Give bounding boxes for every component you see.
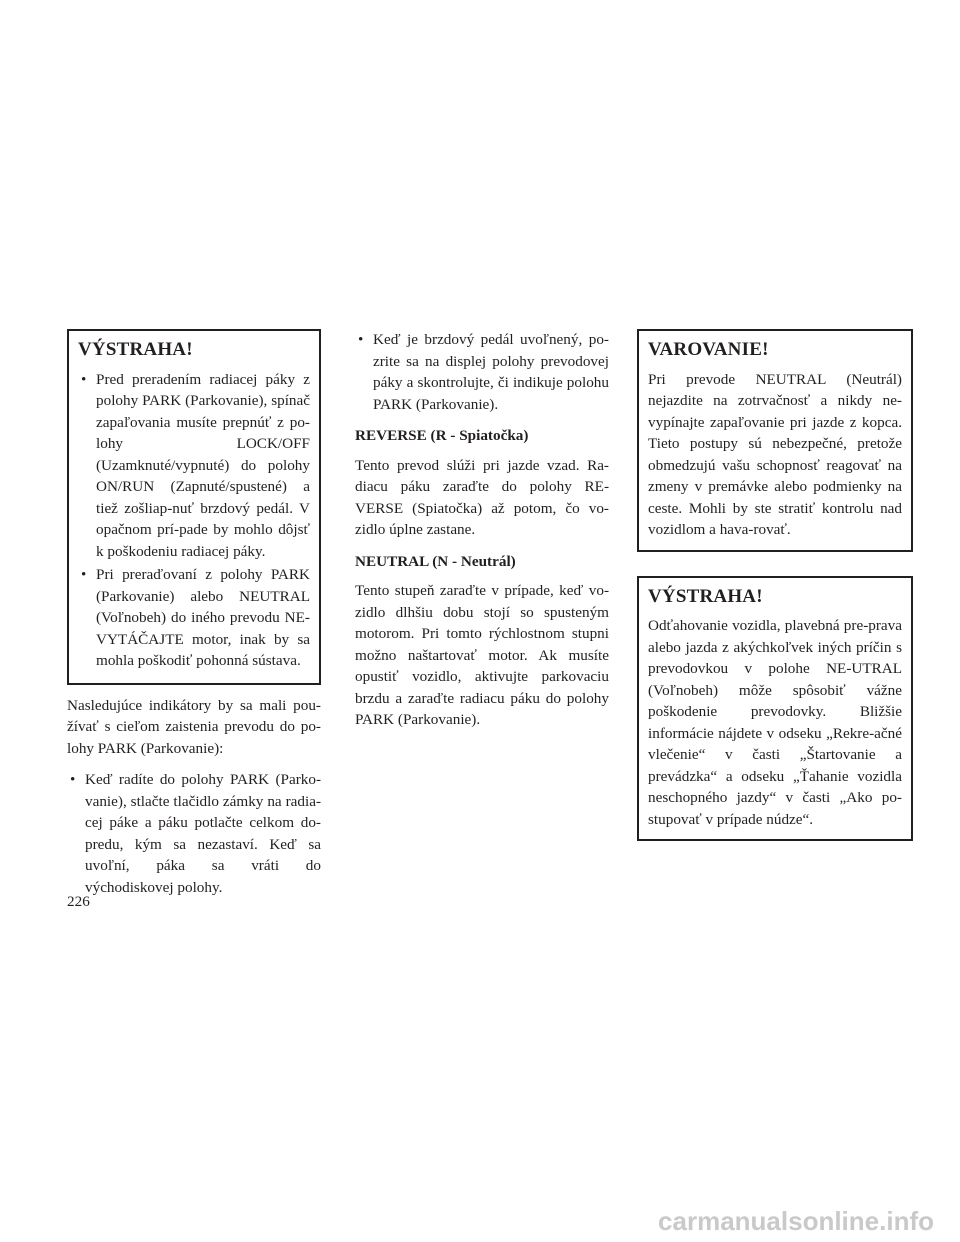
warning-list xyxy=(78,369,310,672)
caution-text: Pri prevode NEUTRAL (Neutrál) nejazdite na zotrvačnosť a nikdy ne-vypínajte zapaľovanie pri jazde z kopca. Tieto postupy sú nebezpečné, pretože obmedzujú vašu schopnosť reagovať na zmeny v premávke alebo podmienky na ceste. Mohli by ste stratiť kontrolu nad vozidlom a hava-rovať. xyxy=(648,370,902,539)
list-item-text: Pred preradením radiacej páky z polohy PARK (Parkovanie), spínač zapaľovania musíte prepnúť z po-lohy LOCK/OFF (Uzamknuté/vypnuté) do polohy ON/RUN (Zapnuté/spustené) a tiež zošliap-nuť brzdový pedál. V opačnom prí-pade by mohlo dôjsť k poškodeniu radiacej páky. xyxy=(96,370,310,560)
neutral-paragraph: Tento stupeň zaraďte v prípade, keď vo-zidlo dlhšiu dobu stojí so spusteným motorom. Pri tomto rýchlostnom stupni možno naštartovať motor. Ak musíte opustiť vozidlo, aktivujte parkovaciu brzdu a zaraďte radiacu páku do polohy PARK (Parkovanie). xyxy=(355,582,609,728)
neutral-heading: NEUTRAL (N - Neutrál) xyxy=(355,552,516,570)
list-item xyxy=(355,329,609,415)
caution-title: VAROVANIE! xyxy=(648,339,769,360)
reverse-heading: REVERSE (R - Spiatočka) xyxy=(355,427,529,444)
list-item xyxy=(78,369,310,563)
list-item xyxy=(78,564,310,672)
bullet: • xyxy=(70,771,76,789)
watermark: carmanualsonline.info xyxy=(658,1206,934,1236)
bullet: • xyxy=(81,566,87,584)
bullet: • xyxy=(81,370,87,388)
right-column xyxy=(637,329,913,841)
page-number: 226 xyxy=(67,893,90,910)
list-item-text: Keď je brzdový pedál uvoľnený, po-zrite sa na displej polohy prevodovej páky a skontrolujte, či indikuje polohu PARK (Parkovanie). xyxy=(373,331,609,413)
spacer xyxy=(637,552,913,576)
bullet: • xyxy=(358,331,364,348)
list-item-text: Keď radíte do polohy PARK (Parko-vanie), stlačte tlačidlo zámky na radia-cej páke a páku potlačte celkom do-predu, kým sa nezastaví. Keď sa uvoľní, páka sa vráti do východiskovej polohy. xyxy=(85,771,321,896)
warning-text: Odťahovanie vozidla, plavebná pre-prava alebo jazda z akýchkoľvek iných príčin s prevodovkou v polohe NE-UTRAL (Voľnobeh) môže spôsobiť vážne poškodenie prevodovky. Bližšie informácie nájdete v odseku „Rekre-ačné vlečenie“ v časti „Štartovanie a prevádzka“ a odseku „Ťahanie vozidla neschopného jazdy“ v časti „Ako po-stupovať v prípade núdze“. xyxy=(648,617,902,828)
list-item xyxy=(67,769,321,898)
warning-title: VÝSTRAHA! xyxy=(648,585,763,607)
reverse-paragraph: Tento prevod slúži pri jazde vzad. Ra-diacu páku zaraďte do polohy RE-VERSE (Spiatočka) až potom, čo vo-zidlo úplne zastane. xyxy=(355,456,609,538)
caution-box xyxy=(637,329,913,552)
warning-title: VÝSTRAHA! xyxy=(78,339,193,360)
indicator-list xyxy=(67,769,321,898)
middle-column xyxy=(355,329,609,731)
warning-box xyxy=(637,576,913,842)
list-item-text: Pri preraďovaní z polohy PARK (Parkovanie) alebo NEUTRAL (Voľnobeh) do iného prevodu NE-VYTÁČAJTE motor, inak by sa mohla poškodiť pohonná sústava. xyxy=(96,566,310,670)
intro-paragraph: Nasledujúce indikátory by sa mali pou-žívať s cieľom zaistenia prevodu do po-lohy PARK (Parkovanie): xyxy=(67,696,321,757)
warning-box xyxy=(67,329,321,685)
left-column xyxy=(67,329,321,900)
indicator-list-continued xyxy=(355,329,609,415)
